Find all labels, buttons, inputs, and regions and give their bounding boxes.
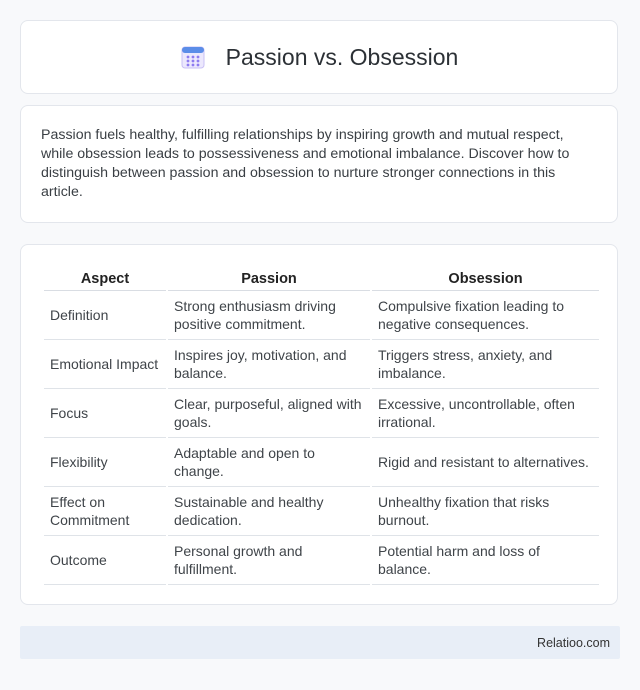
obsession-cell: Rigid and resistant to alternatives. — [372, 438, 599, 487]
comparison-table — [42, 265, 601, 585]
table-header-row — [44, 265, 599, 291]
header-passion: Passion — [168, 265, 370, 291]
passion-cell: Sustainable and healthy dedication. — [168, 487, 370, 536]
passion-cell: Personal growth and fulfillment. — [168, 536, 370, 585]
footer — [20, 626, 620, 659]
passion-cell: Clear, purposeful, aligned with goals. — [168, 389, 370, 438]
comparison-card — [20, 244, 618, 605]
aspect-cell: Effect on Commitment — [44, 487, 166, 536]
obsession-cell: Triggers stress, anxiety, and imbalance. — [372, 340, 599, 389]
aspect-cell: Emotional Impact — [44, 340, 166, 389]
passion-cell: Inspires joy, motivation, and balance. — [168, 340, 370, 389]
page-title: Passion vs. Obsession — [225, 43, 459, 70]
header-obsession: Obsession — [372, 265, 599, 291]
table-row — [44, 340, 599, 389]
intro-text: Passion fuels healthy, fulfilling relationships by inspiring growth and mutual respect, while obsession leads to possessiveness and emotional imbalance. Discover how to distinguish between passion and obsession to nurture stronger connections in this article. — [41, 127, 570, 200]
obsession-cell: Unhealthy fixation that risks burnout. — [372, 487, 599, 536]
obsession-cell: Excessive, uncontrollable, often irrational. — [372, 389, 599, 438]
aspect-cell: Focus — [44, 389, 166, 438]
title-card — [20, 20, 618, 94]
passion-cell: Strong enthusiasm driving positive commitment. — [168, 291, 370, 340]
obsession-cell: Potential harm and loss of balance. — [372, 536, 599, 585]
table-row — [44, 438, 599, 487]
aspect-cell: Flexibility — [44, 438, 166, 487]
aspect-cell: Definition — [44, 291, 166, 340]
intro-card — [20, 105, 618, 223]
title-wrap — [180, 44, 459, 71]
table-row — [44, 291, 599, 340]
table-row — [44, 487, 599, 536]
calendar-icon — [180, 44, 206, 70]
obsession-cell: Compulsive fixation leading to negative consequences. — [372, 291, 599, 340]
table-row — [44, 389, 599, 438]
aspect-cell: Outcome — [44, 536, 166, 585]
passion-cell: Adaptable and open to change. — [168, 438, 370, 487]
table-row — [44, 536, 599, 585]
header-aspect: Aspect — [44, 265, 166, 291]
footer-brand[interactable]: Relatioo.com — [537, 635, 610, 650]
